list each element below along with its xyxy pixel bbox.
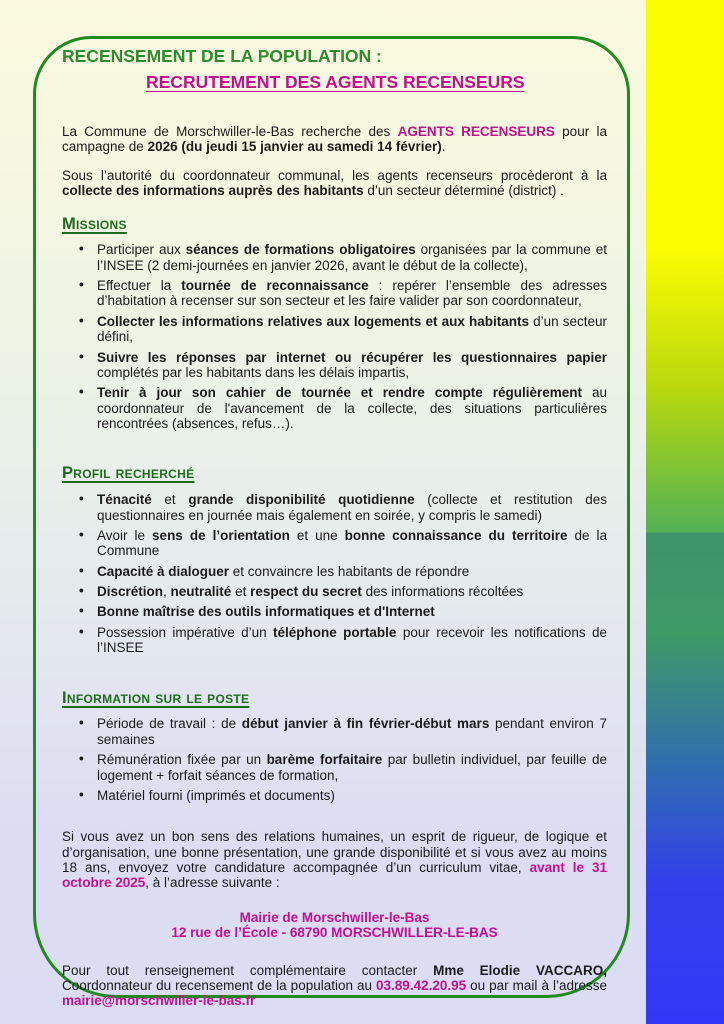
address-line-2: 12 rue de l’École - 68790 MORSCHWILLER-LE-BAS bbox=[171, 925, 498, 941]
document-subtitle: RECRUTEMENT DES AGENTS RECENSEURS bbox=[146, 72, 525, 92]
list-item: • Avoir le sens de l’orientation et une bonne connaissance du territoire de la Commune bbox=[62, 528, 607, 559]
list-item: • Discrétion, neutralité et respect du secret des informations récoltées bbox=[62, 584, 607, 599]
list-item: • Matériel fourni (imprimés et documents) bbox=[62, 788, 607, 803]
list-item: • Tenir à jour son cahier de tournée et rendre compte régulièrement au coordonnateur de l'avancement de la collecte, des situations particulières rencontrées (absences, refus…). bbox=[62, 385, 607, 431]
list-item: • Collecter les informations relatives aux logements et aux habitants d’un secteur défini, bbox=[62, 314, 607, 345]
list-item: • Capacité à dialoguer et convaincre les habitants de répondre bbox=[62, 564, 607, 579]
section-spacer bbox=[62, 661, 607, 673]
poste-list bbox=[62, 716, 607, 803]
profile-list bbox=[62, 492, 607, 655]
missions-heading: Missions bbox=[62, 214, 127, 233]
list-item: • Participer aux séances de formations obligatoires organisées par la commune et l’INSEE (2 demi-journées en janvier 2026, avant le début de la collecte), bbox=[62, 242, 607, 273]
list-item: • Bonne maîtrise des outils informatiques et d'Internet bbox=[62, 604, 607, 619]
section-poste bbox=[62, 689, 607, 804]
list-item: • Période de travail : de début janvier à fin février-début mars pendant environ 7 semaines bbox=[62, 716, 607, 747]
address-block bbox=[62, 910, 607, 941]
rainbow-gradient-strip bbox=[646, 0, 724, 1024]
list-item: • Possession impérative d’un téléphone portable pour recevoir les notifications de l’INSEE bbox=[62, 625, 607, 656]
poste-heading: Information sur le poste bbox=[62, 688, 250, 707]
section-profile bbox=[62, 464, 607, 655]
closing-paragraph: Si vous avez un bon sens des relations humaines, un esprit de rigueur, de logique et d’organisation, une bonne présentation, une grande disponibilité et si vous avez au moins 18 ans, envoyez votre candidature accompagnée d’un curriculum vitae, avant le 31 octobre 2025, à l’adresse suivante : bbox=[62, 829, 608, 891]
profile-heading: Profil recherché bbox=[62, 464, 195, 483]
document-title: RECENSEMENT DE LA POPULATION : bbox=[62, 46, 382, 66]
intro-paragraph-2: Sous l’autorité du coordonnateur communal, les agents recenseurs procèderont à la collecte des informations auprès des habitants d’un secteur déterminé (district) . bbox=[62, 167, 607, 199]
missions-list bbox=[62, 242, 607, 431]
document-content bbox=[62, 46, 607, 1022]
section-missions bbox=[62, 215, 607, 432]
list-item: • Rémunération fixée par un barème forfaitaire par bulletin individuel, par feuille de logement + forfait séances de formation, bbox=[62, 752, 607, 783]
list-item: • Ténacité et grande disponibilité quotidienne (collecte et restitution des questionnaires en journée mais également en soirée, y compris le samedi) bbox=[62, 492, 607, 523]
contact-paragraph: Pour tout renseignement complémentaire contacter Mme Elodie VACCARO, Coordonnateur du recensement de la population au 03.89.42.20.95 ou par mail à l’adresse mairie@morschwiller-le-bas.fr bbox=[62, 962, 608, 1009]
section-spacer bbox=[62, 436, 607, 448]
list-item: • Suivre les réponses par internet ou récupérer les questionnaires papier complétés par les habitants dans les délais impartis, bbox=[62, 350, 607, 381]
address-line-1: Mairie de Morschwiller-le-Bas bbox=[239, 909, 430, 925]
intro-paragraph-1: La Commune de Morschwiller-le-Bas recherche des AGENTS RECENSEURS pour la campagne de 2026 (du jeudi 15 janvier au samedi 14 février). bbox=[62, 124, 607, 155]
list-item: • Effectuer la tournée de reconnaissance : repérer l’ensemble des adresses d’habitation à recenser sur son secteur et les faire valider par son coordonnateur, bbox=[62, 278, 607, 309]
